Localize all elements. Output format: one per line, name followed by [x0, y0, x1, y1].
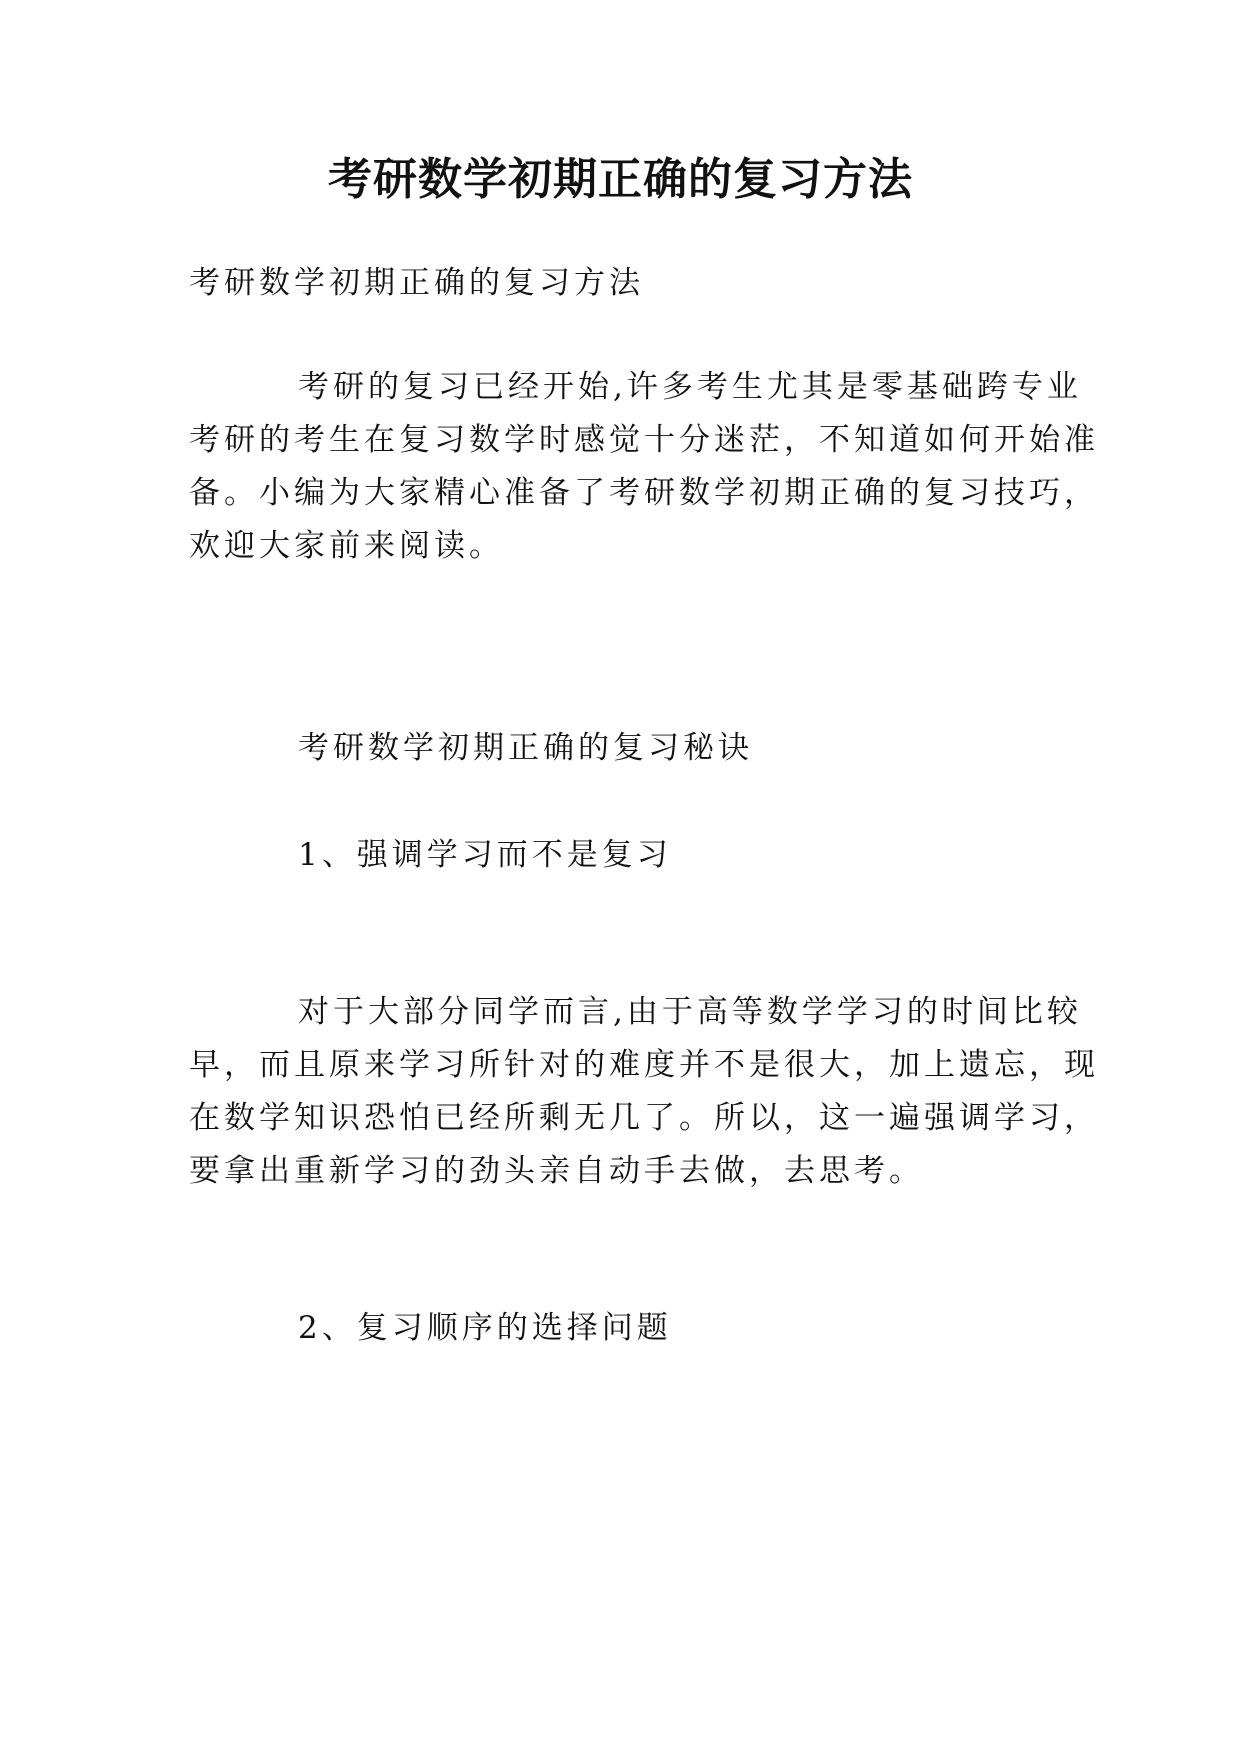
intro-line-2: 考研的考生在复习数学时感觉十分迷茫，不知道如何开始准	[189, 422, 1099, 458]
point2-heading: 2、复习顺序的选择问题	[298, 1310, 672, 1346]
point1-line-4: 要拿出重新学习的劲头亲自动手去做，去思考。	[189, 1153, 924, 1189]
subtitle: 考研数学初期正确的复习方法	[189, 265, 644, 301]
point1-heading: 1、强调学习而不是复习	[298, 837, 672, 873]
point1-line-1: 对于大部分同学而言,由于高等数学学习的时间比较	[298, 994, 1082, 1030]
document-title: 考研数学初期正确的复习方法	[328, 154, 913, 205]
intro-line-4: 欢迎大家前来阅读。	[189, 528, 504, 564]
intro-line-1: 考研的复习已经开始,许多考生尤其是零基础跨专业	[298, 369, 1082, 405]
point1-line-3: 在数学知识恐怕已经所剩无几了。所以，这一遍强调学习，	[189, 1100, 1099, 1136]
section-heading: 考研数学初期正确的复习秘诀	[298, 730, 753, 766]
intro-line-3: 备。小编为大家精心准备了考研数学初期正确的复习技巧，	[189, 475, 1099, 511]
point1-line-2: 早，而且原来学习所针对的难度并不是很大，加上遗忘，现	[189, 1047, 1099, 1083]
